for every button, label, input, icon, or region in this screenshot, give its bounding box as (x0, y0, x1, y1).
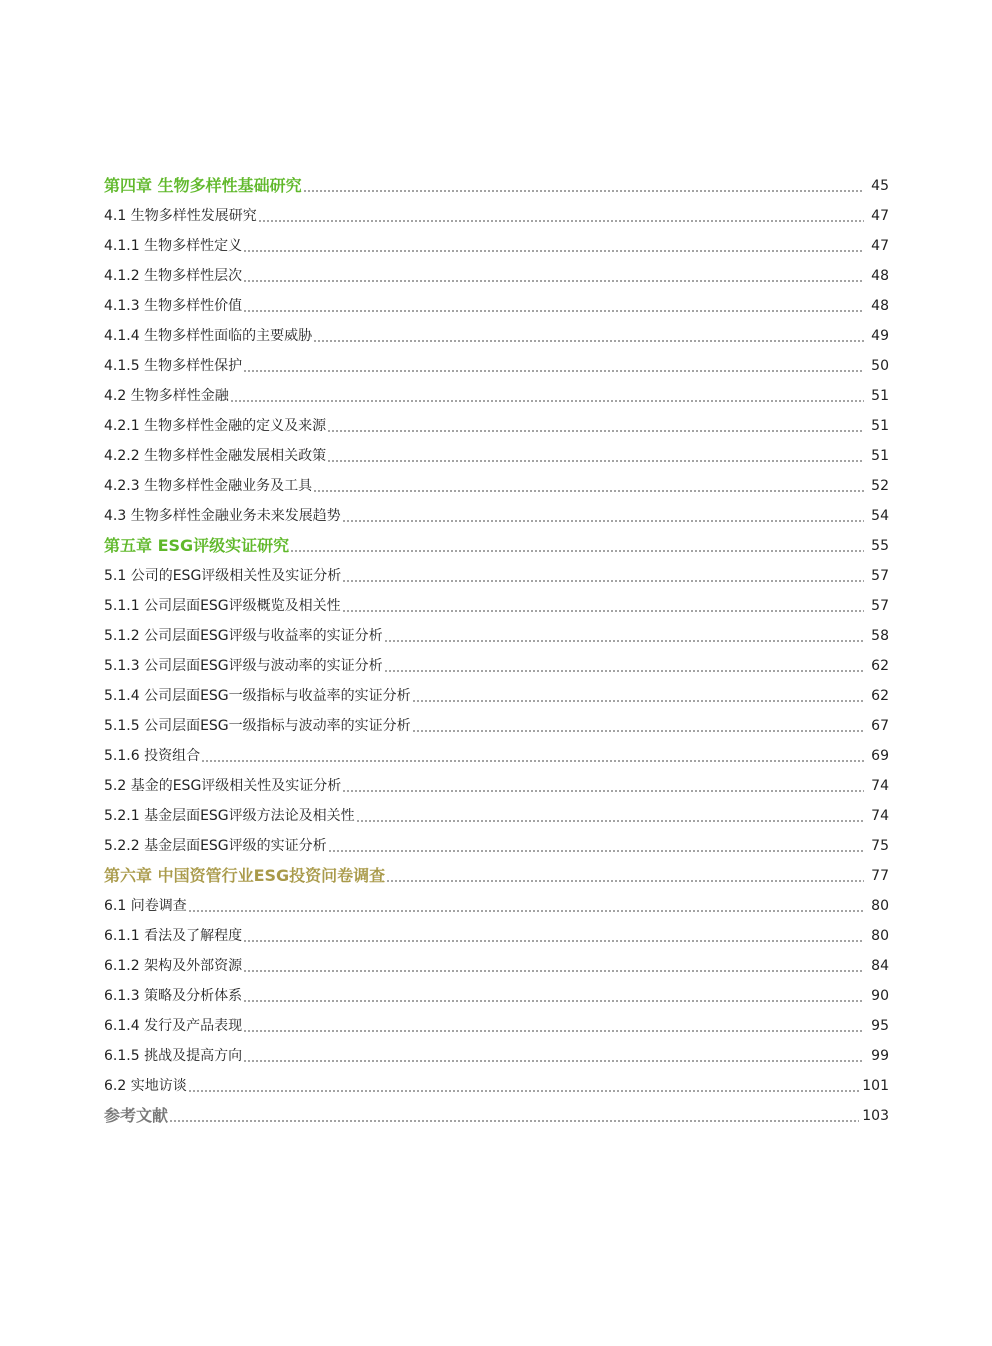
toc-entry-title: 参考文献 (104, 1106, 169, 1125)
toc-section-entry[interactable] (104, 381, 889, 411)
dot-leader (258, 201, 864, 231)
dot-leader (290, 531, 864, 561)
toc-entry-title: 4.2.3 生物多样性金融业务及工具 (104, 478, 313, 494)
toc-entry-title: 4.2.2 生物多样性金融发展相关政策 (104, 448, 327, 464)
toc-section-entry[interactable] (104, 1071, 889, 1101)
toc-entry-page-number: 47 (871, 238, 889, 254)
toc-chapter-entry[interactable] (104, 1101, 889, 1131)
toc-entry-title: 4.1.4 生物多样性面临的主要威胁 (104, 328, 313, 344)
toc-entry-page-number: 80 (871, 898, 889, 914)
dot-leader (327, 411, 864, 441)
toc-section-entry[interactable] (104, 291, 889, 321)
toc-entry-title: 6.1.5 挑战及提高方向 (104, 1048, 243, 1064)
toc-entry-page-number: 90 (871, 988, 889, 1004)
toc-entry-page-number: 62 (871, 688, 889, 704)
toc-entry-page-number: 95 (871, 1018, 889, 1034)
toc-entry-title: 第五章 ESG评级实证研究 (104, 536, 290, 555)
toc-entry-page-number: 62 (871, 658, 889, 674)
toc-entry-title: 5.1 公司的ESG评级相关性及实证分析 (104, 568, 342, 584)
toc-entry-page-number: 48 (871, 268, 889, 284)
dot-leader (356, 801, 864, 831)
toc-entry-title: 5.2.2 基金层面ESG评级的实证分析 (104, 838, 327, 854)
toc-entry-title: 5.1.1 公司层面ESG评级概览及相关性 (104, 598, 341, 614)
toc-entry-title: 5.1.3 公司层面ESG评级与波动率的实证分析 (104, 658, 383, 674)
dot-leader (303, 171, 864, 201)
toc-entry-title: 5.2.1 基金层面ESG评级方法论及相关性 (104, 808, 355, 824)
toc-section-entry[interactable] (104, 591, 889, 621)
toc-section-entry[interactable] (104, 501, 889, 531)
toc-entry-page-number: 80 (871, 928, 889, 944)
toc-entry-page-number: 84 (871, 958, 889, 974)
toc-section-entry[interactable] (104, 351, 889, 381)
toc-entry-page-number: 51 (871, 448, 889, 464)
toc-entry-title: 5.1.2 公司层面ESG评级与收益率的实证分析 (104, 628, 383, 644)
dot-leader (342, 771, 864, 801)
toc-entry-title: 4.3 生物多样性金融业务未来发展趋势 (104, 508, 341, 524)
toc-entry-title: 6.1 问卷调查 (104, 898, 187, 914)
toc-entry-title: 5.1.5 公司层面ESG一级指标与波动率的实证分析 (104, 718, 411, 734)
toc-entry-title: 4.1.1 生物多样性定义 (104, 238, 243, 254)
toc-entry-page-number: 57 (871, 568, 889, 584)
toc-entry-title: 6.1.4 发行及产品表现 (104, 1018, 243, 1034)
dot-leader (342, 561, 864, 591)
toc-entry-title: 4.2 生物多样性金融 (104, 388, 229, 404)
toc-section-entry[interactable] (104, 981, 889, 1011)
toc-section-entry[interactable] (104, 831, 889, 861)
toc-section-entry[interactable] (104, 771, 889, 801)
dot-leader (230, 381, 864, 411)
toc-section-entry[interactable] (104, 621, 889, 651)
dot-leader (386, 861, 864, 891)
dot-leader (243, 351, 864, 381)
toc-chapter-entry[interactable] (104, 531, 889, 561)
toc-section-entry[interactable] (104, 741, 889, 771)
toc-section-entry[interactable] (104, 681, 889, 711)
toc-entry-page-number: 58 (871, 628, 889, 644)
toc-entry-page-number: 101 (862, 1078, 889, 1094)
toc-entry-page-number: 69 (871, 748, 889, 764)
toc-chapter-entry[interactable] (104, 171, 889, 201)
toc-entry-title: 第六章 中国资管行业ESG投资问卷调查 (104, 866, 386, 885)
toc-section-entry[interactable] (104, 261, 889, 291)
toc-section-entry[interactable] (104, 231, 889, 261)
toc-section-entry[interactable] (104, 951, 889, 981)
dot-leader (188, 1071, 860, 1101)
toc-section-entry[interactable] (104, 651, 889, 681)
toc-entry-page-number: 52 (871, 478, 889, 494)
toc-entry-page-number: 51 (871, 388, 889, 404)
toc-chapter-entry[interactable] (104, 861, 889, 891)
toc-entry-title: 4.1.5 生物多样性保护 (104, 358, 243, 374)
dot-leader (412, 681, 864, 711)
dot-leader (243, 1011, 864, 1041)
dot-leader (313, 471, 864, 501)
dot-leader (243, 291, 864, 321)
toc-entry-title: 6.1.2 架构及外部资源 (104, 958, 243, 974)
toc-entry-title: 4.2.1 生物多样性金融的定义及来源 (104, 418, 327, 434)
dot-leader (342, 501, 864, 531)
dot-leader (328, 831, 864, 861)
toc-entry-page-number: 99 (871, 1048, 889, 1064)
toc-entry-page-number: 50 (871, 358, 889, 374)
toc-entry-page-number: 48 (871, 298, 889, 314)
toc-section-entry[interactable] (104, 891, 889, 921)
toc-section-entry[interactable] (104, 321, 889, 351)
dot-leader (342, 591, 864, 621)
dot-leader (201, 741, 864, 771)
toc-entry-page-number: 77 (871, 868, 889, 884)
dot-leader (384, 651, 864, 681)
toc-entry-page-number: 51 (871, 418, 889, 434)
toc-entry-title: 5.2 基金的ESG评级相关性及实证分析 (104, 778, 342, 794)
toc-section-entry[interactable] (104, 561, 889, 591)
toc-entry-title: 4.1.3 生物多样性价值 (104, 298, 243, 314)
toc-entry-title: 5.1.4 公司层面ESG一级指标与收益率的实证分析 (104, 688, 411, 704)
dot-leader (243, 261, 864, 291)
dot-leader (169, 1101, 859, 1131)
toc-section-entry[interactable] (104, 471, 889, 501)
dot-leader (243, 951, 864, 981)
toc-entry-page-number: 57 (871, 598, 889, 614)
toc-entry-page-number: 45 (871, 178, 889, 194)
toc-section-entry[interactable] (104, 441, 889, 471)
toc-entry-page-number: 74 (871, 778, 889, 794)
toc-entry-title: 第四章 生物多样性基础研究 (104, 176, 302, 195)
toc-entry-page-number: 49 (871, 328, 889, 344)
toc-entry-page-number: 103 (862, 1108, 889, 1124)
toc-entry-page-number: 67 (871, 718, 889, 734)
dot-leader (412, 711, 864, 741)
toc-entry-page-number: 54 (871, 508, 889, 524)
toc-entry-page-number: 47 (871, 208, 889, 224)
table-of-contents (104, 171, 889, 1131)
dot-leader (243, 231, 864, 261)
toc-entry-title: 6.1.1 看法及了解程度 (104, 928, 243, 944)
toc-entry-title: 6.1.3 策略及分析体系 (104, 988, 243, 1004)
dot-leader (243, 921, 864, 951)
toc-section-entry[interactable] (104, 411, 889, 441)
toc-entry-title: 6.2 实地访谈 (104, 1078, 187, 1094)
dot-leader (313, 321, 864, 351)
dot-leader (243, 1041, 864, 1071)
dot-leader (327, 441, 864, 471)
toc-section-entry[interactable] (104, 201, 889, 231)
toc-section-entry[interactable] (104, 921, 889, 951)
dot-leader (243, 981, 864, 1011)
dot-leader (384, 621, 864, 651)
toc-entry-title: 4.1.2 生物多样性层次 (104, 268, 243, 284)
toc-entry-title: 4.1 生物多样性发展研究 (104, 208, 257, 224)
toc-entry-page-number: 55 (871, 538, 889, 554)
toc-entry-page-number: 75 (871, 838, 889, 854)
toc-entry-title: 5.1.6 投资组合 (104, 748, 201, 764)
toc-section-entry[interactable] (104, 1041, 889, 1071)
dot-leader (188, 891, 864, 921)
toc-section-entry[interactable] (104, 1011, 889, 1041)
toc-section-entry[interactable] (104, 801, 889, 831)
toc-section-entry[interactable] (104, 711, 889, 741)
toc-entry-page-number: 74 (871, 808, 889, 824)
